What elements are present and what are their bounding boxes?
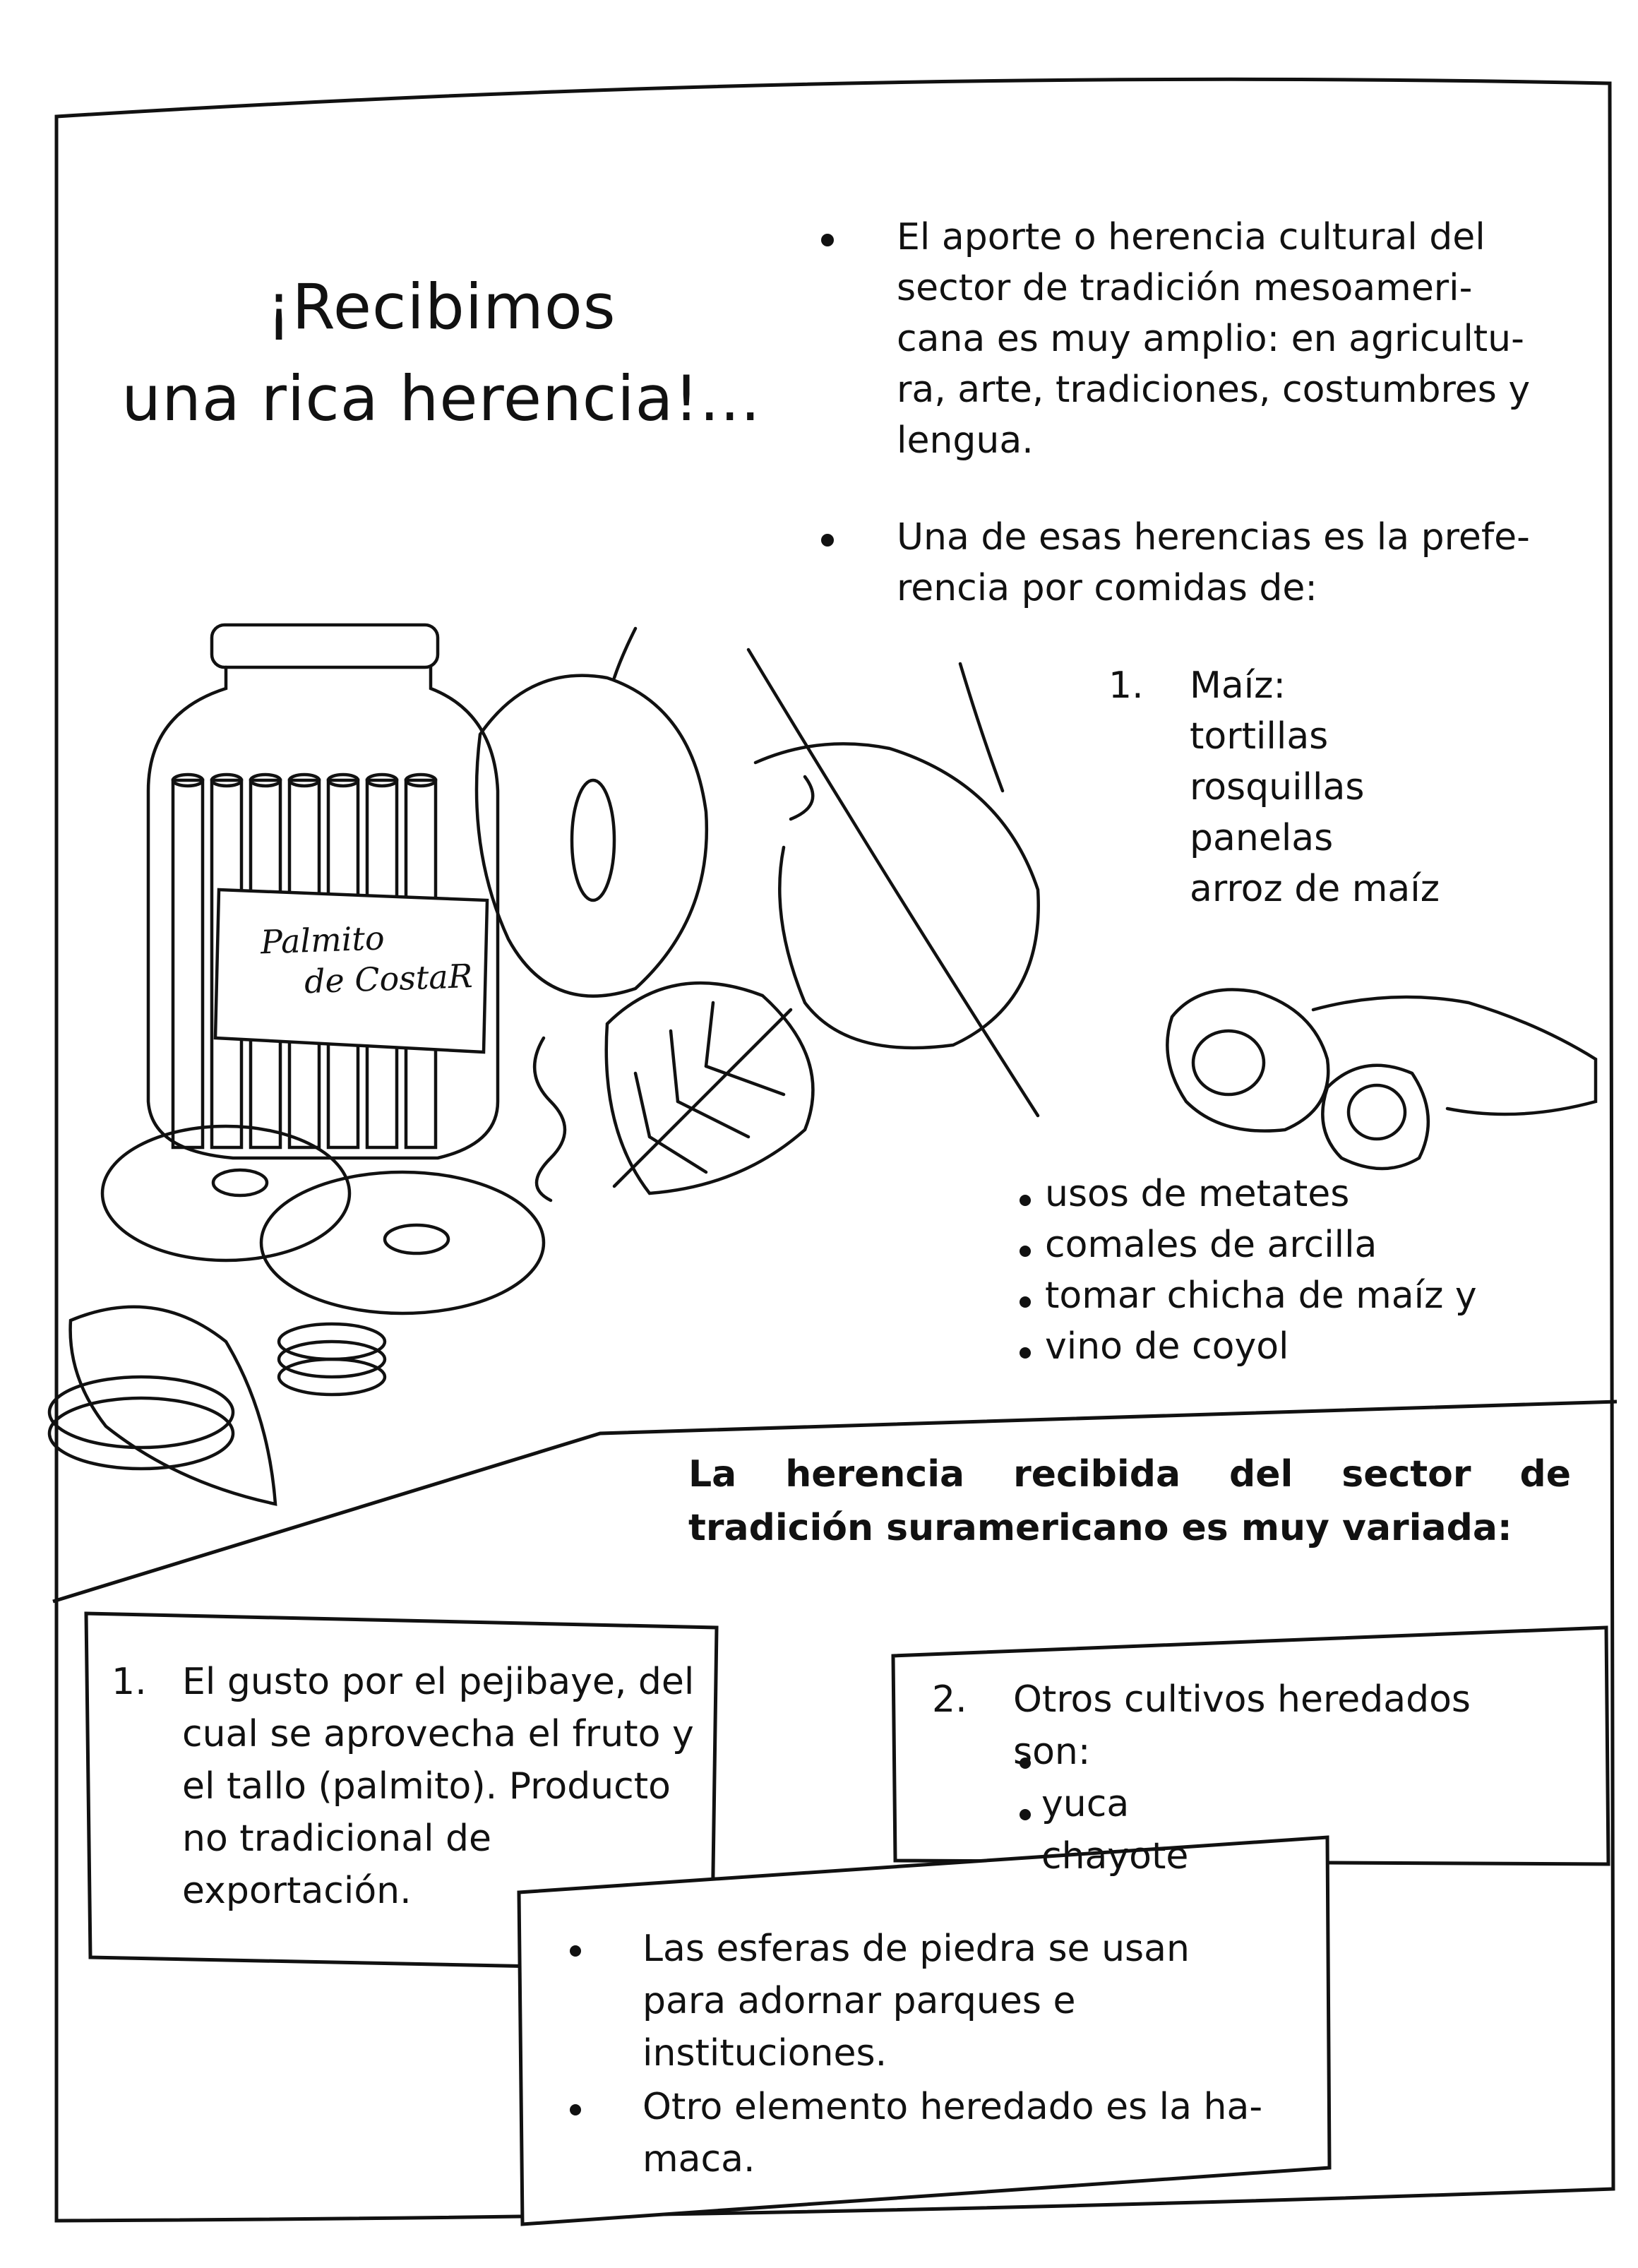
page-title-line-2: una rica herencia!... [121, 362, 761, 435]
usos-bullet-4 [1020, 1347, 1031, 1359]
jar-label-line-1: Palmito [260, 919, 385, 962]
palmito-jar-drawing [148, 625, 498, 1158]
usos-list-item: tomar chicha de maíz y [1045, 1275, 1477, 1317]
jar-label-line-2: de CostaR [304, 956, 474, 1001]
intro-paragraph-1: El aporte o herencia cultural del sector de tradición mesoameri- cana es muy amplio: en agricultu- ra, arte, tradiciones, costumbres y lengua. [897, 216, 1531, 462]
box3-bullet-2 [570, 2104, 581, 2115]
usos-bullet-2 [1020, 1246, 1031, 1257]
maiz-list-item: panelas [1190, 817, 1334, 859]
rosquillas-drawing [102, 1126, 544, 1313]
section-heading: La herencia recibida del sector de tradición suramericano es muy variada: [688, 1453, 1571, 1549]
box-2-intro: Otros cultivos heredados son: [1013, 1678, 1471, 1773]
usos-list-item: usos de metates [1045, 1173, 1350, 1215]
box3-bullet-1 [570, 1945, 581, 1957]
usos-bullet-3 [1020, 1296, 1031, 1308]
maiz-list-heading: Maíz: [1190, 664, 1286, 707]
box-2-number: 2. [932, 1678, 967, 1721]
box-3-item: Las esferas de piedra se usan para adornar parques e instituciones. [642, 1928, 1190, 2075]
box-2-item: yuca [1041, 1783, 1130, 1825]
usos-list-item: vino de coyol [1045, 1325, 1289, 1368]
box-2-item: chayote [1041, 1835, 1189, 1878]
maiz-list-number: 1. [1108, 664, 1144, 707]
usos-list [1045, 1169, 1477, 1372]
box-1-text: El gusto por el pejibaye, del cual se aprovecha el fruto y el tallo (palmito). Producto no tradicional de exportación. [182, 1661, 695, 1912]
maiz-list-item: tortillas [1190, 715, 1329, 758]
tortillas-drawing [49, 1307, 385, 1504]
jar-label [260, 914, 482, 1004]
intro-bullet-2 [821, 534, 834, 547]
box-1-number: 1. [112, 1661, 147, 1703]
page-title [78, 261, 805, 445]
box-3-item: Otro elemento heredado es la ha- maca. [642, 2086, 1263, 2180]
usos-list-item: comales de arcilla [1045, 1224, 1377, 1266]
yuca-drawing [1167, 990, 1596, 1169]
usos-bullet-1 [1020, 1195, 1031, 1206]
leaf-drawing [534, 983, 813, 1200]
maiz-list-item: rosquillas [1190, 766, 1365, 808]
maiz-list-item: arroz de maíz [1190, 868, 1440, 910]
intro-bullet-1 [821, 234, 834, 246]
intro-paragraph-2: Una de esas herencias es la prefe- rencia por comidas de: [897, 516, 1530, 609]
page-title-line-1: ¡Recibimos [266, 270, 616, 343]
